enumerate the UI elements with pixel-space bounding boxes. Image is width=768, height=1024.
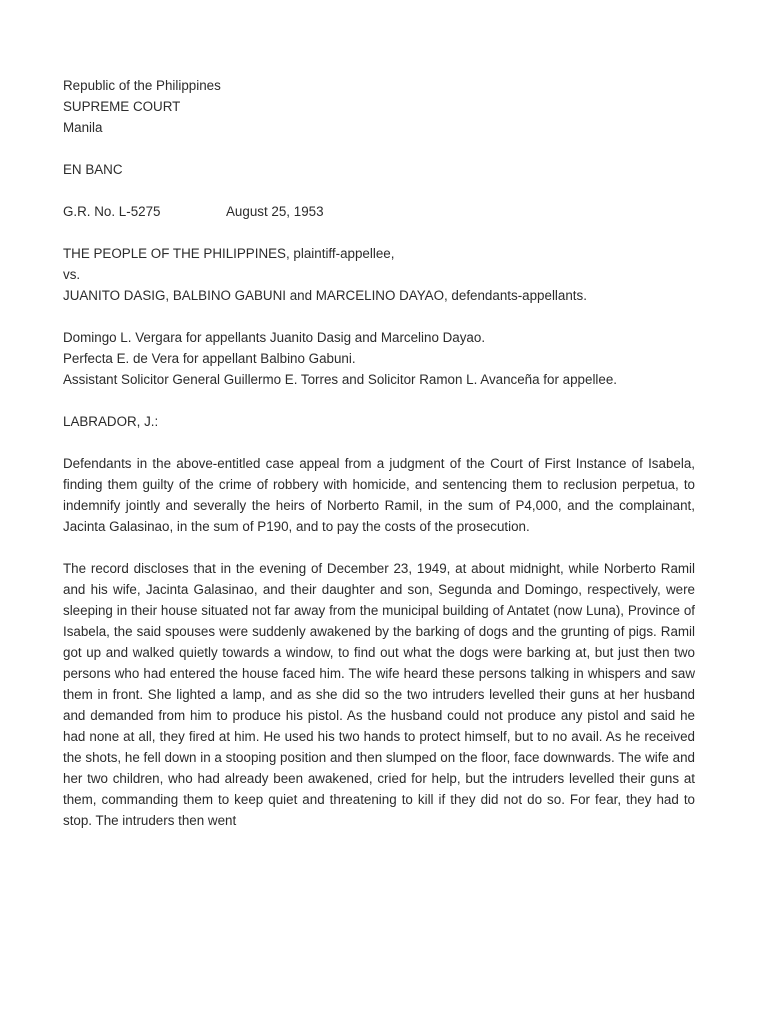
republic-line: Republic of the Philippines: [63, 78, 221, 93]
court-name: SUPREME COURT: [63, 99, 181, 114]
body-paragraph-1: Defendants in the above-entitled case appeal from a judgment of the Court of First Instance of Isabela, finding them guilty of the crime of robbery with homicide, and sentencing them to reclusion perpetua, to indemnify jointly and severally the heirs of Norberto Ramil, in the sum of P4,000, and the complainant, Jacinta Galasinao, in the sum of P190, and to pay the costs of the prosecution.: [63, 456, 695, 534]
counsel-line: Perfecta E. de Vera for appellant Balbino Gabuni.: [63, 351, 356, 366]
decision-date: August 25, 1953: [226, 204, 324, 219]
defendants-line: JUANITO DASIG, BALBINO GABUNI and MARCELINO DAYAO, defendants-appellants.: [63, 288, 587, 303]
gr-number: G.R. No. L-5275: [63, 204, 161, 219]
division-label: EN BANC: [63, 162, 123, 177]
case-number-line: [63, 201, 695, 222]
versus-line: vs.: [63, 267, 81, 282]
counsel-line: Domingo L. Vergara for appellants Juanito Dasig and Marcelino Dayao.: [63, 330, 486, 345]
body-paragraph-2: The record discloses that in the evening of December 23, 1949, at about midnight, while Norberto Ramil and his wife, Jacinta Galasinao, and their daughter and son, Segunda and Domingo, respectively, were sleeping in their house situated not far away from the municipal building of Antatet (now Luna), Province of Isabela, the said spouses were suddenly awakened by the barking of dogs and the grunting of pigs. Ramil got up and walked quietly towards a window, to find out what the dogs were barking at, but just then two persons who had entered the house faced him. The wife heard these persons talking in whispers and saw them in front. She lighted a lamp, and as she did so the two intruders levelled their guns at her husband and demanded from him to produce his pistol. As the husband could not produce any pistol and said he had none at all, they fired at him. He used his two hands to protect himself, but to no avail. As he received the shots, he fell down in a stooping position and then slumped on the floor, face downwards. The wife and her two children, who had already been awakened, cried for help, but the intruders levelled their guns at them, commanding them to keep quiet and threatening to kill if they did not do so. For fear, they had to stop. The intruders then went: [63, 561, 695, 828]
court-city: Manila: [63, 120, 103, 135]
counsel-line: Assistant Solicitor General Guillermo E. Torres and Solicitor Ramon L. Avanceña for appellee.: [63, 372, 618, 387]
document-page: [63, 75, 695, 831]
ponente-line: LABRADOR, J.:: [63, 414, 159, 429]
plaintiff-line: THE PEOPLE OF THE PHILIPPINES, plaintiff-appellee,: [63, 246, 395, 261]
